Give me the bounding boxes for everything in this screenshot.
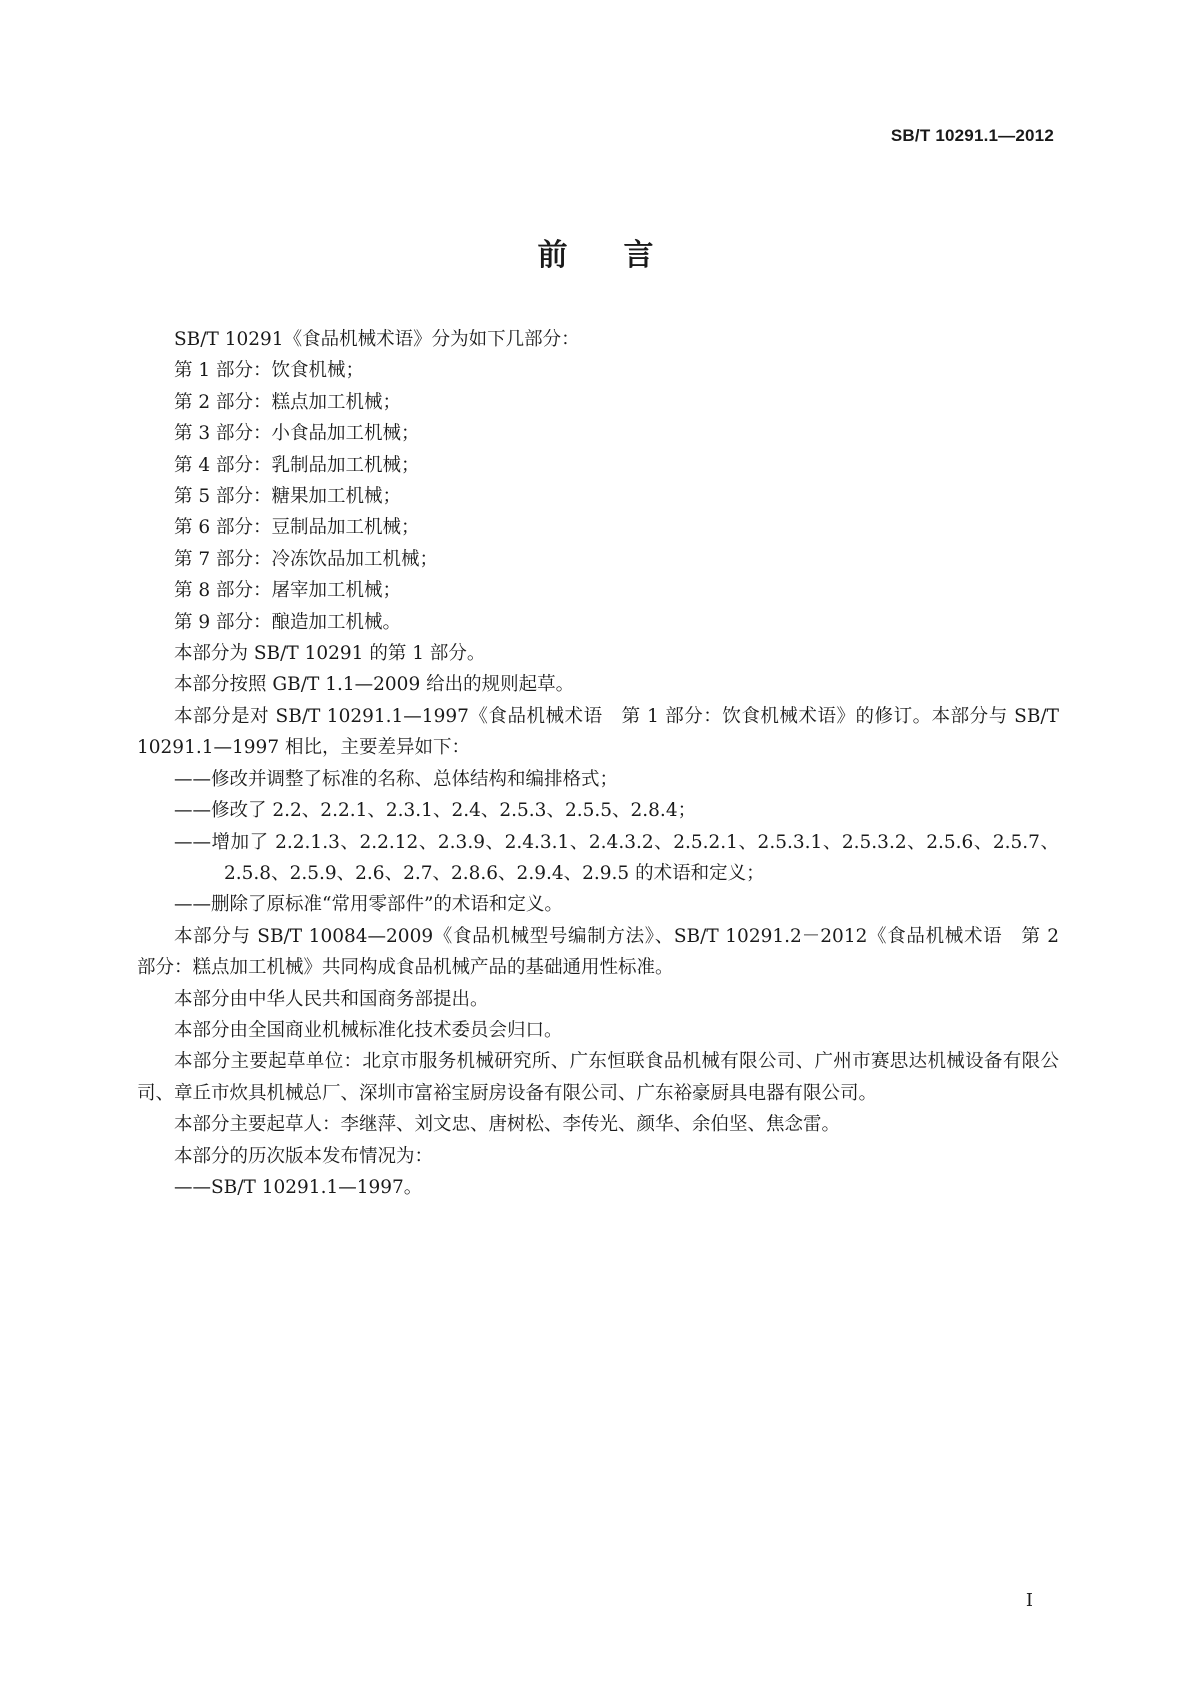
page-number: I <box>1025 1590 1033 1611</box>
part-list-item: 第 8 部分：屠宰加工机械； <box>174 580 402 602</box>
part-list-item: 第 3 部分：小食品加工机械； <box>174 423 420 445</box>
change-list-item: ——删除了原标准“常用零部件”的术语和定义。 <box>174 894 563 916</box>
page-title: 前言 <box>537 238 710 273</box>
part-list-item: 第 2 部分：糕点加工机械； <box>174 391 402 413</box>
paragraph: 本部分由全国商业机械标准化技术委员会归口。 <box>174 1019 563 1041</box>
part-list-item: 第 9 部分：酿造加工机械。 <box>174 611 402 633</box>
paragraph: 本部分是对 SB/T 10291.1—1997《食品机械术语 第 1 部分：饮食机械术语》的修订。本部分与 SB/T 10291.1—1997 相比，主要差异如下： <box>137 705 1059 759</box>
history-list-item: ——SB/T 10291.1—1997。 <box>174 1176 423 1198</box>
paragraph: 本部分与 SB/T 10084—2009《食品机械型号编制方法》、SB/T 10291.2－2012《食品机械术语 第 2 部分：糕点加工机械》共同构成食品机械产品的基础通用性标准。 <box>137 925 1059 979</box>
part-list-item: 第 7 部分：冷冻饮品加工机械； <box>174 548 439 570</box>
part-list-item: 第 4 部分：乳制品加工机械； <box>174 454 420 476</box>
paragraph: 本部分的历次版本发布情况为： <box>174 1145 434 1167</box>
paragraph: 本部分主要起草单位：北京市服务机械研究所、广东恒联食品机械有限公司、广州市赛思达机械设备有限公司、章丘市炊具机械总厂、深圳市富裕宝厨房设备有限公司、广东裕豪厨具电器有限公司。 <box>137 1051 1059 1104</box>
part-list-item: 第 5 部分：糖果加工机械； <box>174 486 402 508</box>
paragraph: 本部分由中华人民共和国商务部提出。 <box>174 988 489 1010</box>
paragraph: 本部分按照 GB/T 1.1—2009 给出的规则起草。 <box>174 674 575 696</box>
change-list-item: ——修改并调整了标准的名称、总体结构和编排格式； <box>174 768 619 790</box>
paragraph: SB/T 10291《食品机械术语》分为如下几部分： <box>174 329 580 350</box>
change-list-item: ——修改了 2.2、2.2.1、2.3.1、2.4、2.5.3、2.5.5、2.8.4； <box>174 800 697 822</box>
foreword-body <box>137 324 1059 1203</box>
standard-code: SB/T 10291.1—2012 <box>890 126 1054 145</box>
paragraph: 本部分为 SB/T 10291 的第 1 部分。 <box>174 643 486 665</box>
part-list-item: 第 6 部分：豆制品加工机械； <box>174 517 420 539</box>
paragraph: 本部分主要起草人：李继萍、刘文忠、唐树松、李传光、颜华、余伯坚、焦念雷。 <box>174 1114 841 1136</box>
part-list-item: 第 1 部分：饮食机械； <box>174 360 365 382</box>
change-list-item: ——增加了 2.2.1.3、2.2.12、2.3.9、2.4.3.1、2.4.3.2、2.5.2.1、2.5.3.1、2.5.3.2、2.5.6、2.5.7、2.5.8、2.5.9、2.6、2.7、2.8.6、2.9.4、2.9.5 的术语和定义； <box>174 831 1059 884</box>
